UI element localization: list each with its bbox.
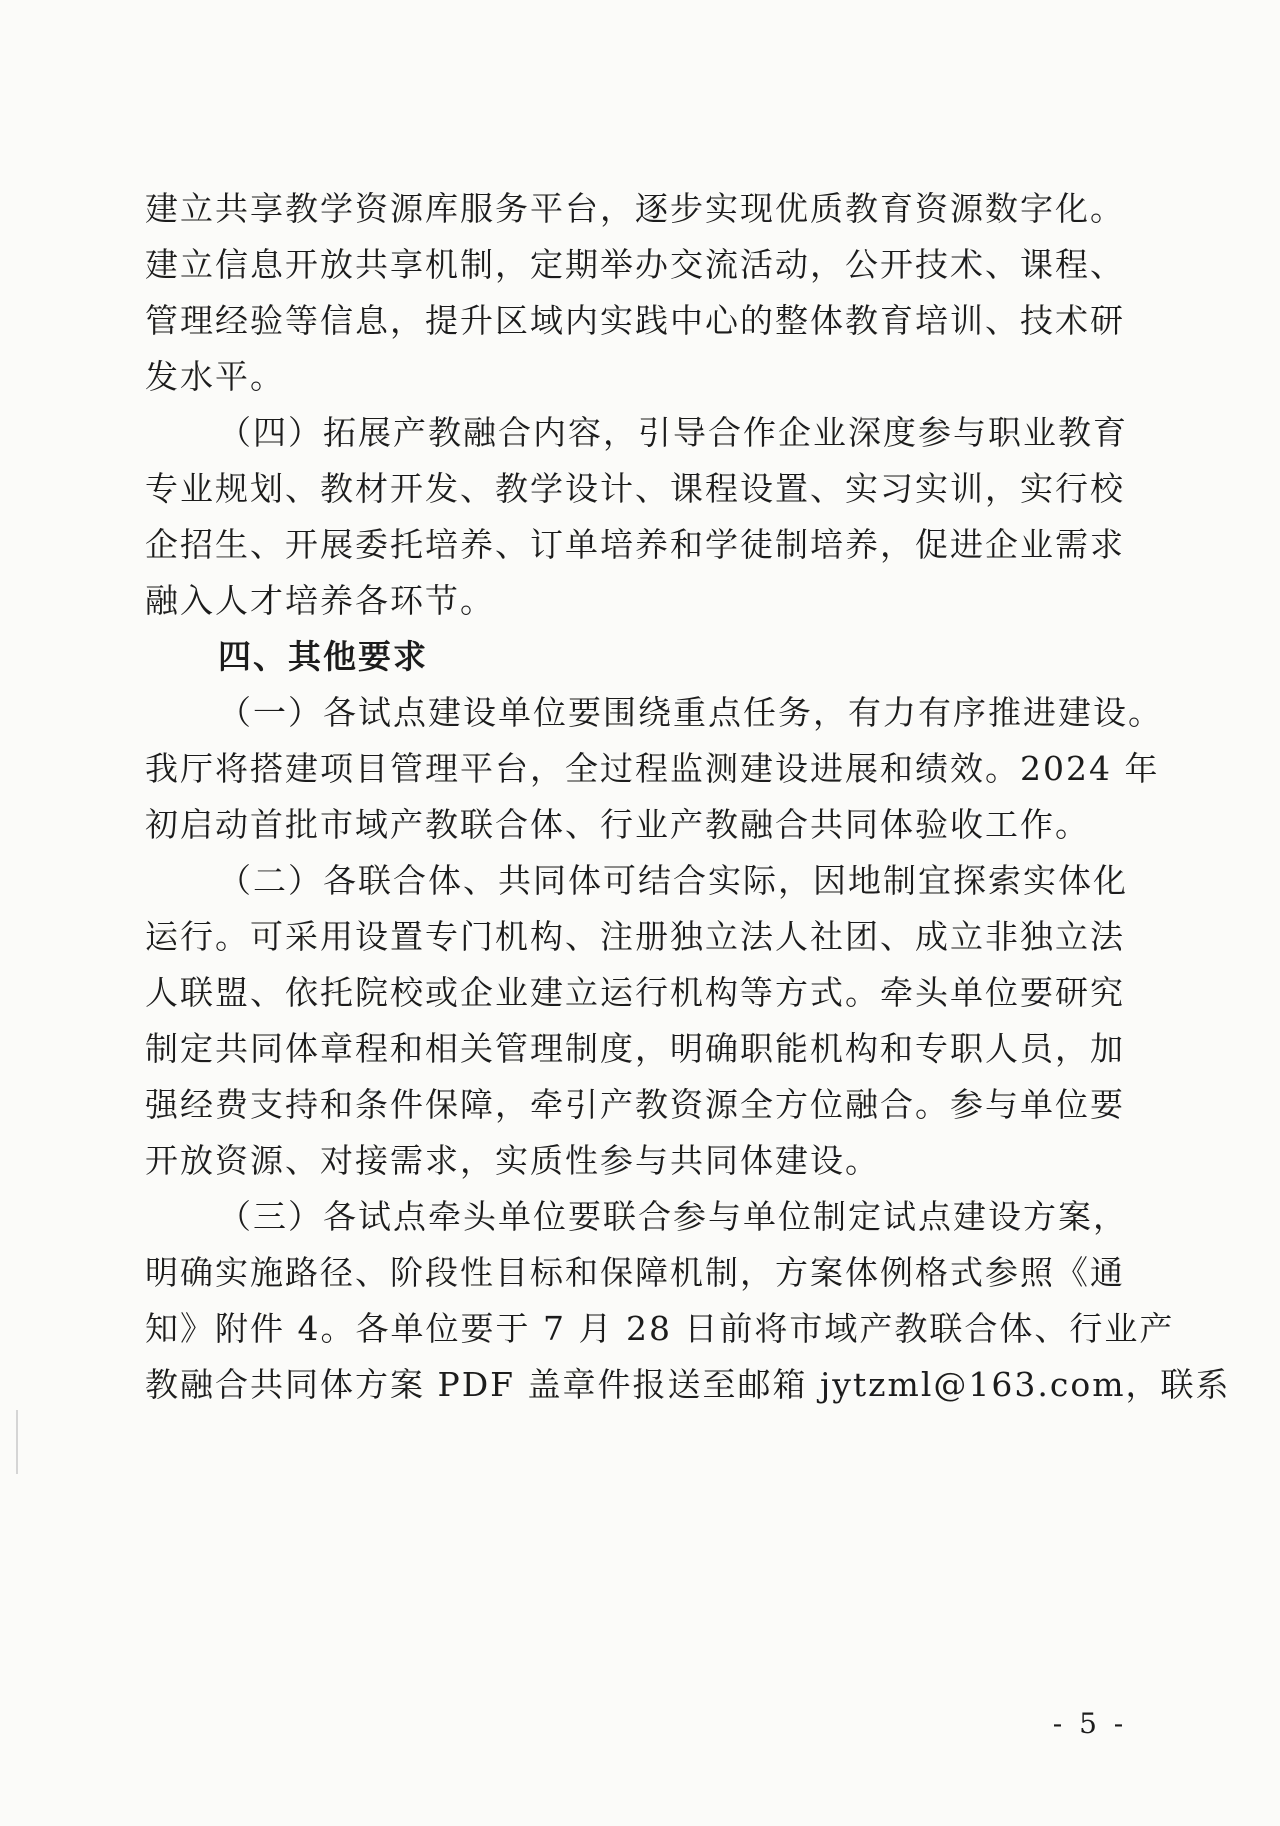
scan-edge-mark xyxy=(16,1410,18,1474)
paragraph-line: 知》附件 4。各单位要于 7 月 28 日前将市域产教联合体、行业产 xyxy=(145,1309,1175,1348)
paragraph-line: 制定共同体章程和相关管理制度，明确职能机构和专职人员，加 xyxy=(145,1029,1125,1068)
paragraph-line: 人联盟、依托院校或企业建立运行机构等方式。牵头单位要研究 xyxy=(145,973,1125,1012)
paragraph-line: 管理经验等信息，提升区域内实践中心的整体教育培训、技术研 xyxy=(145,301,1125,340)
paragraph-line: （一）各试点建设单位要围绕重点任务，有力有序推进建设。 xyxy=(218,693,1163,732)
paragraph-line: 建立信息开放共享机制，定期举办交流活动，公开技术、课程、 xyxy=(145,245,1125,284)
paragraph-line: （三）各试点牵头单位要联合参与单位制定试点建设方案， xyxy=(218,1197,1128,1236)
paragraph-line: 初启动首批市域产教联合体、行业产教融合共同体验收工作。 xyxy=(145,805,1090,844)
paragraph-line: （四）拓展产教融合内容，引导合作企业深度参与职业教育 xyxy=(218,413,1128,452)
paragraph-line: 专业规划、教材开发、教学设计、课程设置、实习实训，实行校 xyxy=(145,469,1125,508)
paragraph-line: 企招生、开展委托培养、订单培养和学徒制培养，促进企业需求 xyxy=(145,525,1125,564)
paragraph-line: 我厅将搭建项目管理平台，全过程监测建设进展和绩效。2024 年 xyxy=(145,749,1160,788)
paragraph-line: 建立共享教学资源库服务平台，逐步实现优质教育资源数字化。 xyxy=(145,189,1125,228)
paragraph-line: 融入人才培养各环节。 xyxy=(145,581,495,620)
paragraph-line: （二）各联合体、共同体可结合实际，因地制宜探索实体化 xyxy=(218,861,1128,900)
page-number: - 5 - xyxy=(1052,1707,1128,1740)
paragraph-line: 强经费支持和条件保障，牵引产教资源全方位融合。参与单位要 xyxy=(145,1085,1125,1124)
paragraph-line: 发水平。 xyxy=(145,357,285,396)
paragraph-line: 明确实施路径、阶段性目标和保障机制，方案体例格式参照《通 xyxy=(145,1253,1125,1292)
section-heading: 四、其他要求 xyxy=(218,637,428,676)
paragraph-line: 教融合共同体方案 PDF 盖章件报送至邮箱 jytzml@163.com，联系 xyxy=(145,1365,1231,1404)
paragraph-line: 运行。可采用设置专门机构、注册独立法人社团、成立非独立法 xyxy=(145,917,1125,956)
paragraph-line: 开放资源、对接需求，实质性参与共同体建设。 xyxy=(145,1141,880,1180)
